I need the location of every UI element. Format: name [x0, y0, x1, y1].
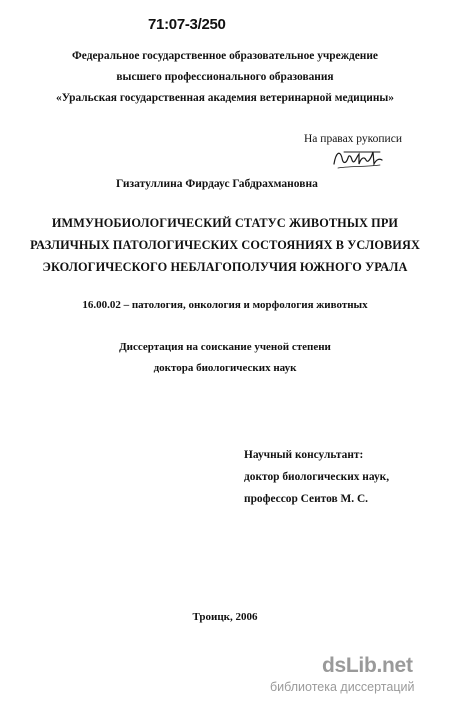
place-year: Троицк, 2006 [192, 611, 258, 623]
specialty: 16.00.02 – патология, онкология и морфология животных [82, 299, 368, 311]
advisor-degree: доктор биологических наук, [244, 471, 390, 483]
watermark-subtitle: библиотека диссертаций [270, 680, 415, 694]
advisor-name: профессор Сеитов М. С. [244, 493, 369, 505]
catalog-number: 71:07-3/250 [148, 16, 226, 33]
title-line-2: РАЗЛИЧНЫХ ПАТОЛОГИЧЕСКИХ СОСТОЯНИЯХ В УСЛОВИЯХ [30, 238, 420, 252]
institution-line-1: Федеральное государственное образовательное учреждение [72, 50, 378, 62]
institution-line-3: «Уральская государственная академия ветеринарной медицины» [56, 92, 394, 104]
institution-line-2: высшего профессионального образования [116, 71, 334, 83]
dissertation-line-1: Диссертация на соискание ученой степени [119, 341, 331, 353]
title-line-3: ЭКОЛОГИЧЕСКОГО НЕБЛАГОПОЛУЧИЯ ЮЖНОГО УРАЛА [42, 260, 408, 274]
handwritten-signature [330, 146, 386, 172]
advisor-heading: Научный консультант: [244, 449, 364, 461]
watermark-logo: dsLib.net [322, 654, 413, 677]
author-name: Гизатуллина Фирдаус Габдрахмановна [116, 178, 318, 190]
rights-note: На правах рукописи [304, 133, 402, 145]
title-line-1: ИММУНОБИОЛОГИЧЕСКИЙ СТАТУС ЖИВОТНЫХ ПРИ [51, 216, 399, 230]
dissertation-line-2: доктора биологических наук [153, 362, 297, 374]
